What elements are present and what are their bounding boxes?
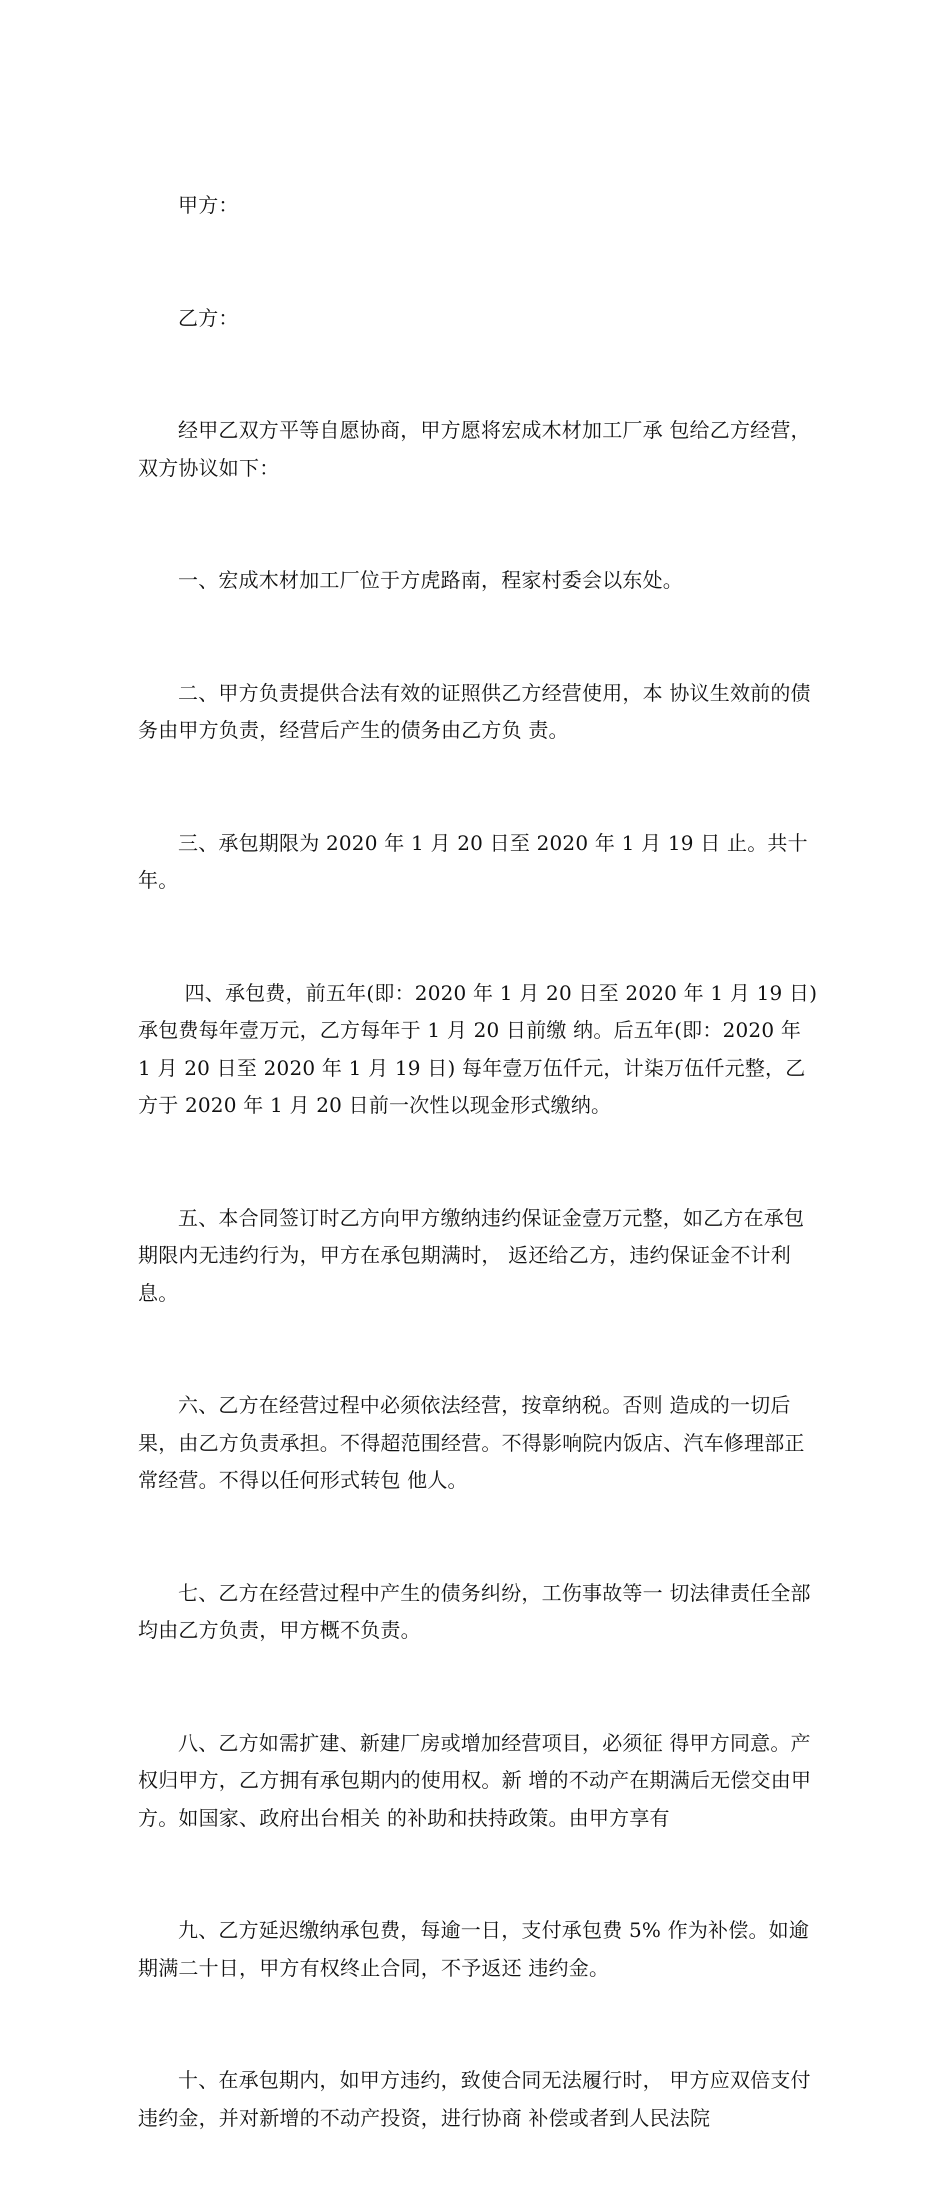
preamble-paragraph: 经甲乙双方平等自愿协商，甲方愿将宏成木材加工厂承 包给乙方经营，双方协议如下： [138,418,811,480]
party-b-line: 乙方： [178,305,239,330]
clause-7: 七、乙方在经营过程中产生的债务纠纷，工伤事故等一 切法律责任全部均由乙方负责，甲方概不负责。 [138,1580,811,1642]
contract-body [138,112,818,2212]
clause-10: 十、在承包期内，如甲方违约，致使合同无法履行时， 甲方应双倍支付违约金，并对新增的不动产投资，进行协商 补偿或者到人民法院 [138,2068,811,2130]
clause-3: 三、承包期限为 2020 年 1 月 20 日至 2020 年 1 月 19 日 止。共十年。 [138,830,808,892]
clause-2: 二、甲方负责提供合法有效的证照供乙方经营使用，本 协议生效前的债务由甲方负责，经营后产生的债务由乙方负 责。 [138,680,811,742]
party-a-line: 甲方： [178,193,239,217]
clause-4: 四、承包费，前五年(即：2020 年 1 月 20 日至 2020 年 1 月 19 日)承包费每年壹万元，乙方每年于 1 月 20 日前缴 纳。后五年(即：2020 年 1 月 20 日至 2020 年 1 月 19 日) 每年壹万伍仟元，计柒万伍仟元整，乙方于 2020 年 1 月 20 日前一次性以现金形式缴纳。 [138,980,818,1117]
clause-5: 五、本合同签订时乙方向甲方缴纳违约保证金壹万元整，如乙方在承包期限内无违约行为，甲方在承包期满时， 返还给乙方，违约保证金不计利息。 [138,1205,805,1305]
clause-6: 六、乙方在经营过程中必须依法经营，按章纳税。否则 造成的一切后果，由乙方负责承担。不得超范围经营。不得影响院内饭店、汽车修理部正常经营。不得以任何形式转包 他人。 [138,1393,805,1492]
clause-8: 八、乙方如需扩建、新建厂房或增加经营项目，必须征 得甲方同意。产权归甲方，乙方拥有承包期内的使用权。新 增的不动产在期满后无偿交由甲方。如国家、政府出台相关 的补助和扶持政策。由甲方享有 [138,1730,812,1830]
clause-1: 一、宏成木材加工厂位于方虎路南，程家村委会以东处。 [178,568,683,592]
clause-9: 九、乙方延迟缴纳承包费，每逾一日，支付承包费 5% 作为补偿。如逾期满二十日，甲方有权终止合同，不予返还 违约金。 [138,1918,810,1980]
